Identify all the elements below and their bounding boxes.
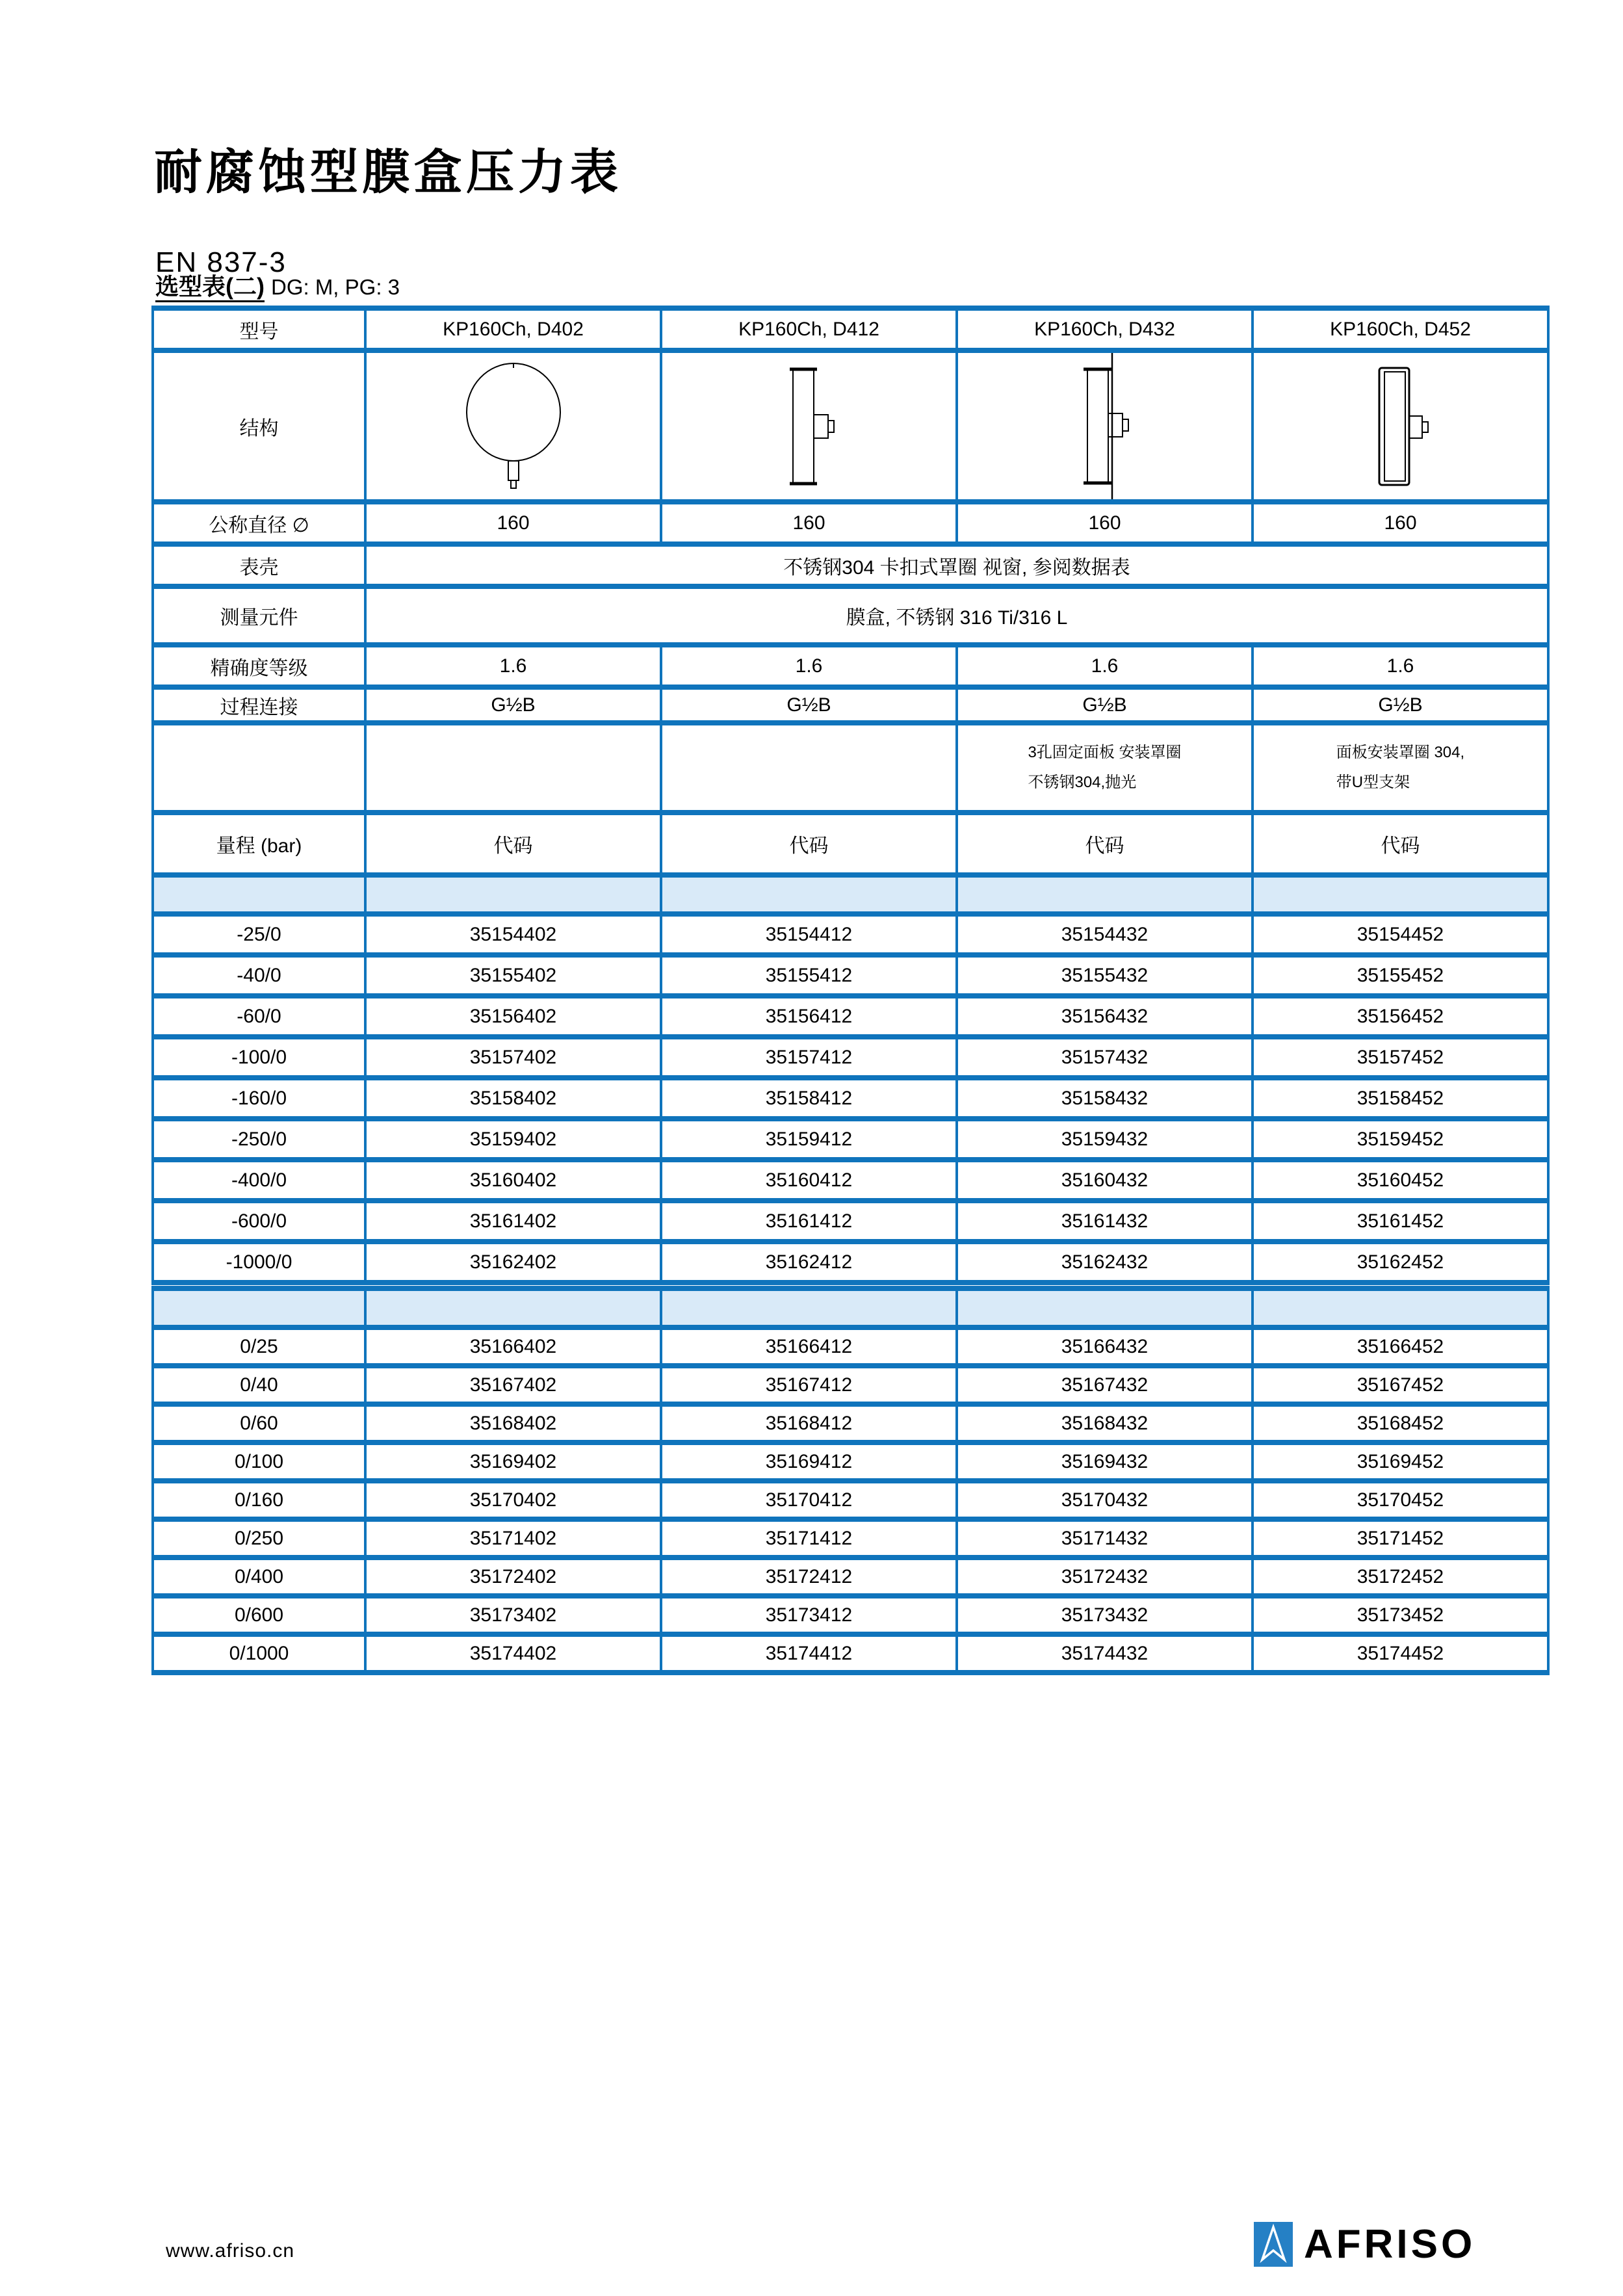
order-code-cell: 35169412 (661, 1442, 957, 1481)
order-code-cell: 35171402 (365, 1519, 661, 1558)
gauge-side-view-back-connection-icon (754, 361, 864, 491)
order-code-cell: 35174402 (365, 1634, 661, 1673)
order-code-cell: 35174452 (1253, 1634, 1548, 1673)
case-row (153, 544, 1548, 586)
range-code-row (153, 1519, 1548, 1558)
order-code-cell: 35158412 (661, 1078, 957, 1119)
order-code-cell: 35154402 (365, 914, 661, 955)
order-code-cell: 35170432 (957, 1481, 1253, 1519)
mounting-note-line: 面板安装罩圈 304, (1336, 744, 1465, 761)
order-code-cell: 35155402 (365, 955, 661, 996)
order-code-cell: 35171412 (661, 1519, 957, 1558)
order-code-cell: 35173432 (957, 1596, 1253, 1634)
spacer-cell (661, 1288, 957, 1327)
order-code-cell: 35159402 (365, 1119, 661, 1160)
order-code-cell: 35171432 (957, 1519, 1253, 1558)
order-code-cell: 35161452 (1253, 1201, 1548, 1242)
order-code-cell: 35159432 (957, 1119, 1253, 1160)
diameter-label-cell: 公称直径 ∅ (153, 502, 365, 544)
selection-table-params: DG: M, PG: 3 (270, 275, 400, 299)
order-code-cell: 35172412 (661, 1558, 957, 1596)
spacer-cell (365, 1288, 661, 1327)
range-cell: -60/0 (153, 996, 365, 1037)
order-code-cell: 35174432 (957, 1634, 1253, 1673)
range-cell: -40/0 (153, 955, 365, 996)
code-header-cell: 代码 (1253, 813, 1548, 875)
order-code-cell: 35171452 (1253, 1519, 1548, 1558)
order-code-cell: 35172402 (365, 1558, 661, 1596)
selection-table-caption (155, 273, 400, 301)
accuracy-cell: 1.6 (661, 645, 957, 687)
order-code-cell: 35159412 (661, 1119, 957, 1160)
spacer-cell (661, 875, 957, 914)
diameter-cell: 160 (365, 502, 661, 544)
range-code-row (153, 1078, 1548, 1119)
range-cell: 0/40 (153, 1366, 365, 1404)
spacer-cell (153, 875, 365, 914)
connection-label-cell: 过程连接 (153, 687, 365, 723)
spacer-row (153, 875, 1548, 914)
accuracy-cell: 1.6 (365, 645, 661, 687)
mounting-note-line: 带U型支架 (1336, 774, 1410, 791)
range-code-row (153, 1119, 1548, 1160)
range-code-row (153, 1160, 1548, 1201)
range-cell: 0/100 (153, 1442, 365, 1481)
range-code-row (153, 955, 1548, 996)
range-code-header-row (153, 813, 1548, 875)
range-code-row (153, 1037, 1548, 1078)
order-code-cell: 35160452 (1253, 1160, 1548, 1201)
mounting-notes-row (153, 723, 1548, 813)
range-cell: -400/0 (153, 1160, 365, 1201)
order-code-cell: 35158452 (1253, 1078, 1548, 1119)
order-code-cell: 35166432 (957, 1327, 1253, 1366)
spacer-cell (1253, 875, 1548, 914)
range-cell: 0/400 (153, 1558, 365, 1596)
order-code-cell: 35166452 (1253, 1327, 1548, 1366)
order-code-cell: 35168432 (957, 1404, 1253, 1442)
spacer-cell (957, 1288, 1253, 1327)
spacer-cell (1253, 1288, 1548, 1327)
connection-cell: G½B (365, 687, 661, 723)
structure-cell (365, 350, 661, 502)
model-cell: KP160Ch, D402 (365, 308, 661, 350)
code-header-cell: 代码 (957, 813, 1253, 875)
order-code-cell: 35167452 (1253, 1366, 1548, 1404)
order-code-cell: 35154412 (661, 914, 957, 955)
code-header-cell: 代码 (365, 813, 661, 875)
range-cell: 0/250 (153, 1519, 365, 1558)
order-code-cell: 35168412 (661, 1404, 957, 1442)
range-code-row (153, 1242, 1548, 1283)
range-cell: 0/1000 (153, 1634, 365, 1673)
order-code-cell: 35161412 (661, 1201, 957, 1242)
selection-table-label: 选型表(二) (155, 273, 265, 302)
order-code-cell: 35159452 (1253, 1119, 1548, 1160)
mounting-note-cell (957, 723, 1253, 813)
order-code-cell: 35170412 (661, 1481, 957, 1519)
order-code-cell: 35168452 (1253, 1404, 1548, 1442)
range-code-row (153, 1201, 1548, 1242)
empty-cell (365, 723, 661, 813)
range-code-row (153, 1596, 1548, 1634)
order-code-cell: 35154432 (957, 914, 1253, 955)
order-code-cell: 35162412 (661, 1242, 957, 1283)
order-code-cell: 35154452 (1253, 914, 1548, 955)
model-cell: KP160Ch, D412 (661, 308, 957, 350)
order-code-cell: 35166402 (365, 1327, 661, 1366)
accuracy-cell: 1.6 (1253, 645, 1548, 687)
range-code-row (153, 1558, 1548, 1596)
order-code-cell: 35156402 (365, 996, 661, 1037)
case-label-cell: 表壳 (153, 544, 365, 586)
order-code-cell: 35155412 (661, 955, 957, 996)
order-code-cell: 35173452 (1253, 1596, 1548, 1634)
afriso-logo-text: AFRISO (1304, 2222, 1476, 2267)
order-code-cell: 35155452 (1253, 955, 1548, 996)
model-header-row (153, 308, 1548, 350)
order-code-cell: 35156452 (1253, 996, 1548, 1037)
range-code-row (153, 1442, 1548, 1481)
code-header-cell: 代码 (661, 813, 957, 875)
range-cell: -160/0 (153, 1078, 365, 1119)
order-code-cell: 35167432 (957, 1366, 1253, 1404)
order-code-cell: 35160402 (365, 1160, 661, 1201)
range-cell: -250/0 (153, 1119, 365, 1160)
range-code-row (153, 1481, 1548, 1519)
range-cell: -1000/0 (153, 1242, 365, 1283)
range-cell: -600/0 (153, 1201, 365, 1242)
gauge-front-view-icon (458, 361, 569, 491)
order-code-cell: 35160432 (957, 1160, 1253, 1201)
structure-cell (957, 350, 1253, 502)
diameter-cell: 160 (661, 502, 957, 544)
range-header-cell: 量程 (bar) (153, 813, 365, 875)
model-cell: KP160Ch, D432 (957, 308, 1253, 350)
spacer-row (153, 1288, 1548, 1327)
order-code-cell: 35156412 (661, 996, 957, 1037)
order-code-cell: 35166412 (661, 1327, 957, 1366)
gauge-side-view-panel-mount-icon (1050, 353, 1160, 499)
page-title: 耐腐蚀型膜盒压力表 (154, 145, 622, 199)
diameter-cell: 160 (1253, 502, 1548, 544)
structure-row (153, 350, 1548, 502)
range-cell: 0/160 (153, 1481, 365, 1519)
range-cell: 0/25 (153, 1327, 365, 1366)
range-code-row (153, 1366, 1548, 1404)
range-code-row (153, 1327, 1548, 1366)
order-code-cell: 35169452 (1253, 1442, 1548, 1481)
order-code-cell: 35172432 (957, 1558, 1253, 1596)
gauge-side-view-u-bracket-icon (1345, 361, 1456, 491)
afriso-logo-mark (1254, 2222, 1293, 2267)
order-code-cell: 35162432 (957, 1242, 1253, 1283)
model-label-cell: 型号 (153, 308, 365, 350)
empty-cell (661, 723, 957, 813)
standard-reference: EN 837-3 (155, 246, 287, 278)
spacer-cell (365, 875, 661, 914)
structure-cell (661, 350, 957, 502)
range-code-row (153, 1404, 1548, 1442)
empty-cell (153, 723, 365, 813)
accuracy-label-cell: 精确度等级 (153, 645, 365, 687)
accuracy-cell: 1.6 (957, 645, 1253, 687)
connection-cell: G½B (661, 687, 957, 723)
structure-cell (1253, 350, 1548, 502)
order-code-cell: 35169432 (957, 1442, 1253, 1481)
model-cell: KP160Ch, D452 (1253, 308, 1548, 350)
range-code-row (153, 914, 1548, 955)
order-code-cell: 35167412 (661, 1366, 957, 1404)
connection-row (153, 687, 1548, 723)
element-value-cell: 膜盒, 不锈钢 316 Ti/316 L (365, 586, 1548, 645)
order-code-cell: 35173412 (661, 1596, 957, 1634)
range-code-row (153, 1634, 1548, 1673)
order-code-cell: 35158402 (365, 1078, 661, 1119)
order-code-cell: 35160412 (661, 1160, 957, 1201)
order-code-cell: 35162402 (365, 1242, 661, 1283)
connection-cell: G½B (1253, 687, 1548, 723)
mounting-note-line: 3孔固定面板 安装罩圈 (1028, 744, 1182, 761)
order-code-cell: 35155432 (957, 955, 1253, 996)
mounting-note-cell (1253, 723, 1548, 813)
range-cell: 0/60 (153, 1404, 365, 1442)
element-label-cell: 测量元件 (153, 586, 365, 645)
diameter-row (153, 502, 1548, 544)
order-code-cell: 35162452 (1253, 1242, 1548, 1283)
order-code-cell: 35158432 (957, 1078, 1253, 1119)
range-cell: 0/600 (153, 1596, 365, 1634)
spacer-cell (957, 875, 1253, 914)
order-code-cell: 35168402 (365, 1404, 661, 1442)
mounting-note-line: 不锈钢304,抛光 (1028, 774, 1137, 791)
order-code-cell: 35169402 (365, 1442, 661, 1481)
website-link[interactable]: www.afriso.cn (166, 2240, 295, 2262)
order-code-cell: 35167402 (365, 1366, 661, 1404)
spec-table-lower (151, 1286, 1550, 1675)
order-code-cell: 35157432 (957, 1037, 1253, 1078)
range-code-row (153, 996, 1548, 1037)
structure-label-cell: 结构 (153, 350, 365, 502)
order-code-cell: 35157402 (365, 1037, 661, 1078)
accuracy-row (153, 645, 1548, 687)
order-code-cell: 35173402 (365, 1596, 661, 1634)
order-code-cell: 35174412 (661, 1634, 957, 1673)
spacer-cell (153, 1288, 365, 1327)
order-code-cell: 35161402 (365, 1201, 661, 1242)
case-value-cell: 不锈钢304 卡扣式罩圈 视窗, 参阅数据表 (365, 544, 1548, 586)
order-code-cell: 35170402 (365, 1481, 661, 1519)
element-row (153, 586, 1548, 645)
order-code-cell: 35156432 (957, 996, 1253, 1037)
order-code-cell: 35161432 (957, 1201, 1253, 1242)
connection-cell: G½B (957, 687, 1253, 723)
arrow-icon (1254, 2222, 1293, 2267)
order-code-cell: 35172452 (1253, 1558, 1548, 1596)
range-cell: -25/0 (153, 914, 365, 955)
range-cell: -100/0 (153, 1037, 365, 1078)
order-code-cell: 35157452 (1253, 1037, 1548, 1078)
diameter-cell: 160 (957, 502, 1253, 544)
order-code-cell: 35157412 (661, 1037, 957, 1078)
spec-table-upper (151, 306, 1550, 1285)
order-code-cell: 35170452 (1253, 1481, 1548, 1519)
